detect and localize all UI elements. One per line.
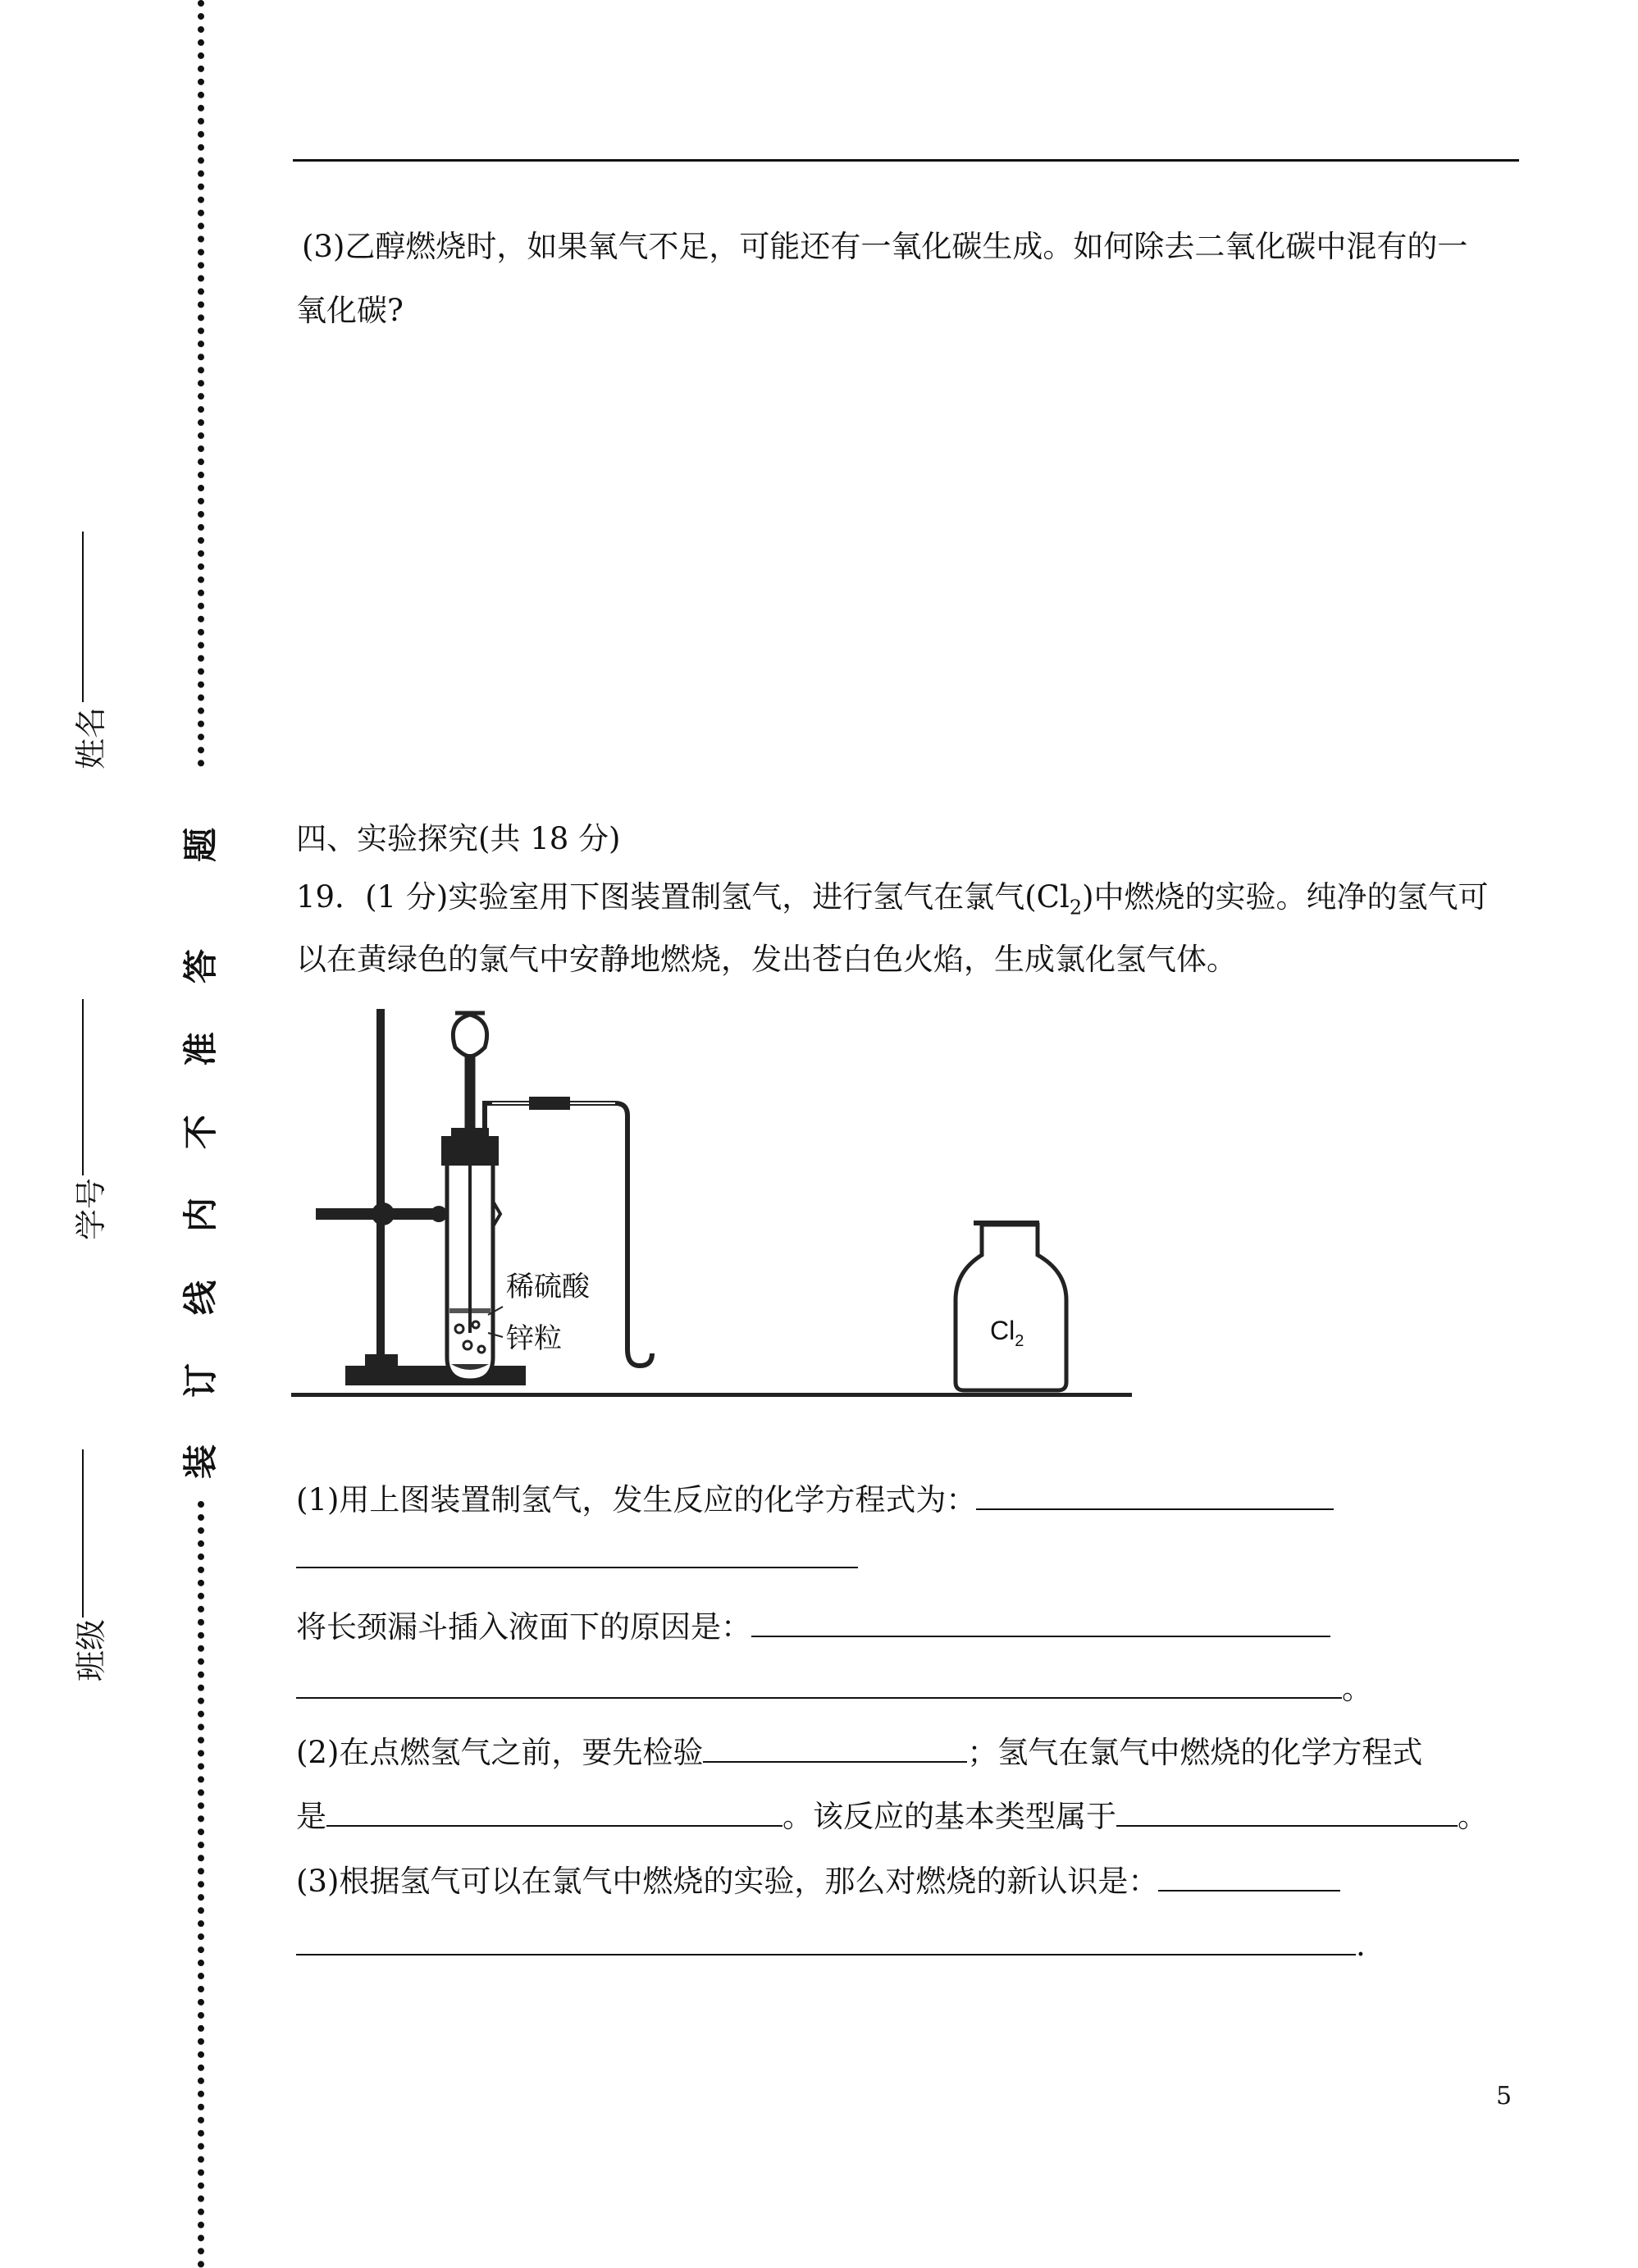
q19-sub2-line-1: (2)在点燃氢气之前，要先检验 ；氢气在氯气中燃烧的化学方程式 [296,1732,1422,1772]
q19-sub2-line-2: 是 。该反应的基本类型属于 。 [296,1796,1488,1836]
q19-sub1-line-2: 将长颈漏斗插入液面下的原因是： [296,1606,1330,1646]
label-zinc-granules: 锌粒 [506,1322,562,1355]
student-id-field-line[interactable] [82,999,84,1175]
q19-sub1-line-3: 。 [296,1668,1372,1708]
binding-dotted-line-bottom [198,1501,204,2268]
answer-blank-new-understanding-cont[interactable] [296,1924,1356,1955]
seal-char: 装 [180,1444,221,1480]
name-field-line[interactable] [82,532,84,702]
answer-blank-funnel-reason[interactable] [751,1606,1330,1637]
class-field-line[interactable] [82,1449,84,1618]
name-field-label: 姓名 [73,706,109,769]
seal-char: 准 [180,1032,221,1067]
q19-sub3-line-1: (3)根据氢气可以在氯气中燃烧的实验，那么对燃烧的新认识是： [296,1860,1340,1901]
q19-line-1: 19．(1 分)实验室用下图装置制氢气，进行氢气在氯气$(Cl_2)$中燃烧的实验。纯净的氢气可 [296,879,1489,920]
section-title: 四、实验探究(共 18 分) [296,821,621,856]
seal-char: 内 [180,1198,221,1233]
stand-base [345,1366,526,1385]
header-rule [293,159,1519,162]
seal-char: 答 [180,949,221,984]
bottle-label: $Cl_2$ [990,1316,1024,1350]
gas-bottle [956,1225,1066,1390]
q19-sub3-line-2: . [296,1924,1366,1965]
class-field-label: 班级 [73,1618,109,1682]
binding-dotted-line-top [198,0,204,767]
q19-line-2: 以在黄绿色的氯气中安静地燃烧，发出苍白色火焰，生成氯化氢气体。 [296,942,1237,977]
seal-char: 线 [180,1280,221,1316]
answer-blank-new-understanding[interactable] [1158,1860,1340,1892]
answer-blank-combustion-equation[interactable] [326,1796,782,1827]
student-id-field-label: 学号 [73,1177,109,1240]
q3-line-1: (3)乙醇燃烧时，如果氧气不足，可能还有一氧化碳生成。如何除去二氧化碳中混有的一 [302,229,1468,264]
q19-sub1-line-1: (1)用上图装置制氢气，发生反应的化学方程式为： [296,1479,1334,1519]
bench-line [291,1393,1132,1397]
answer-blank-equation-cont[interactable] [296,1567,858,1568]
apparatus-figure [291,1005,1136,1407]
q3-line-2: 氧化碳? [296,293,404,328]
answer-blank-funnel-reason-cont[interactable] [296,1668,1342,1699]
seal-char: 订 [180,1363,221,1399]
answer-blank-reaction-type[interactable] [1116,1796,1458,1827]
page-number: 5 [1496,2082,1513,2111]
label-dilute-sulfuric-acid: 稀硫酸 [506,1271,590,1303]
seal-char: 题 [180,828,221,863]
answer-blank-check[interactable] [703,1732,967,1763]
answer-blank-equation[interactable] [976,1479,1334,1510]
seal-char: 不 [180,1115,221,1150]
stand-rod [376,1009,385,1358]
